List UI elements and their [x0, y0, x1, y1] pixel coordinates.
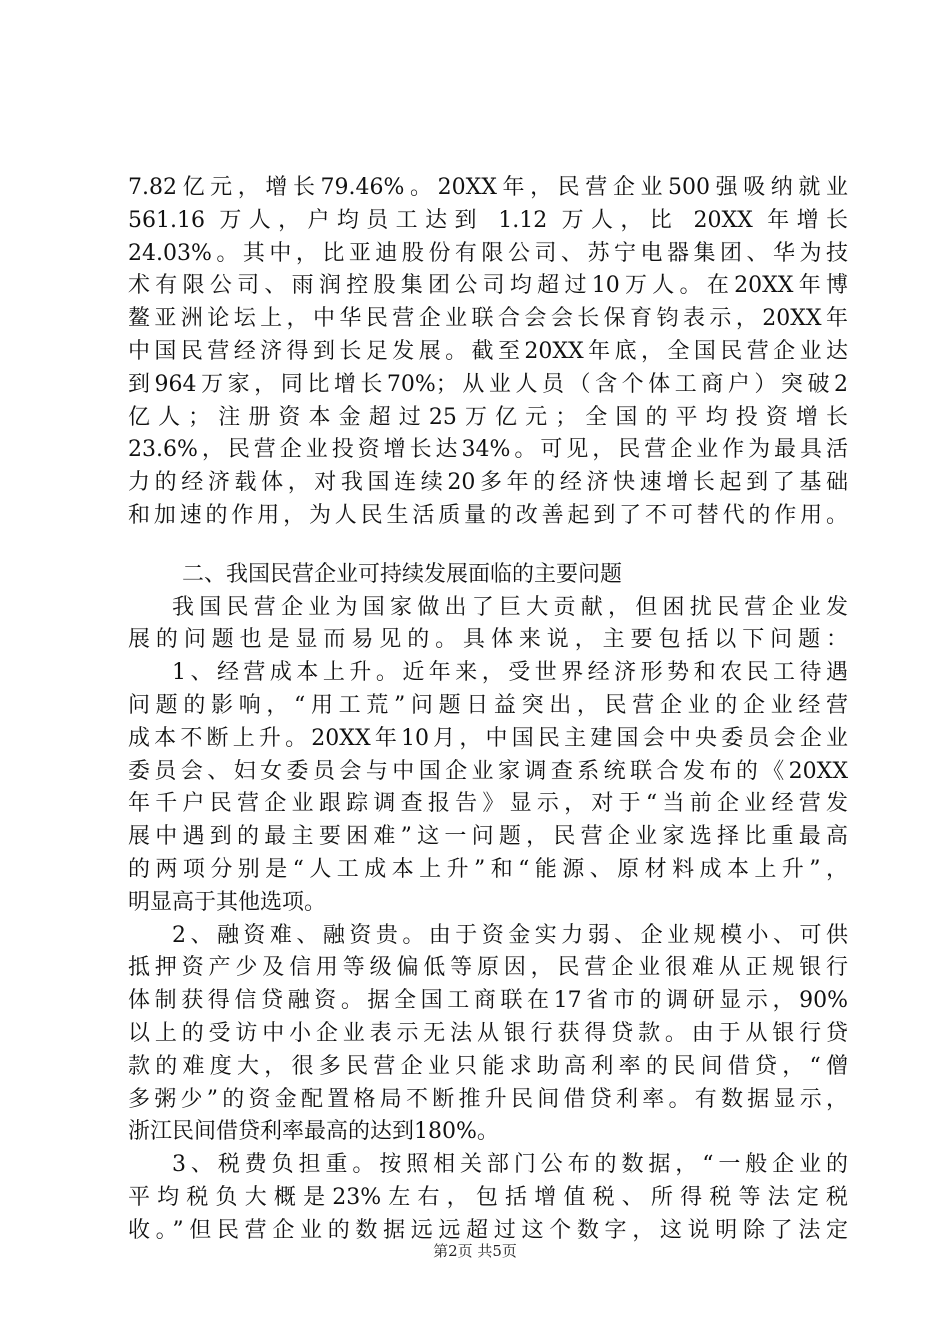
paragraph-line: 年千户民营企业跟踪调查报告》显示，对于“当前企业经营发: [128, 791, 848, 817]
paragraph-line: 展的问题也是显而易见的。具体来说，主要包括以下问题：: [128, 627, 848, 653]
paragraph-line: 2、融资难、融资贵。由于资金实力弱、企业规模小、可供: [172, 922, 848, 948]
paragraph-line: 以上的受访中小企业表示无法从银行获得贷款。由于从银行贷: [128, 1020, 848, 1046]
paragraph-line: 抵押资产少及信用等级偏低等原因，民营企业很难从正规银行: [128, 955, 848, 981]
paragraph-line: 术有限公司、雨润控股集团公司均超过10万人。在20XX年博: [128, 273, 848, 299]
paragraph-line: 24.03%。其中，比亚迪股份有限公司、苏宁电器集团、华为技: [128, 240, 848, 266]
paragraph-line: 和加速的作用，为人民生活质量的改善起到了不可替代的作用。: [128, 502, 848, 528]
paragraph-line: 1、经营成本上升。近年来，受世界经济形势和农民工待遇: [172, 660, 848, 686]
section-heading: 二、我国民营企业可持续发展面临的主要问题: [182, 561, 623, 587]
paragraph-line: 浙江民间借贷利率最高的达到180%。: [128, 1119, 499, 1145]
document-body: [128, 172, 848, 1248]
paragraph-line: 561.16 万人，户均员工达到 1.12 万人，比 20XX 年增长: [128, 207, 848, 233]
paragraph-line: 展中遇到的最主要困难”这一问题，民营企业家选择比重最高: [128, 824, 848, 850]
paragraph-line: 收。”但民营企业的数据远远超过这个数字，这说明除了法定: [128, 1217, 848, 1243]
paragraph-line: 我国民营企业为国家做出了巨大贡献，但困扰民营企业发: [172, 594, 848, 620]
paragraph-line: 中国民营经济得到长足发展。截至20XX年底，全国民营企业达: [128, 338, 848, 364]
paragraph-line: 的两项分别是“人工成本上升”和“能源、原材料成本上升”，: [128, 856, 848, 882]
paragraph-line: 体制获得信贷融资。据全国工商联在17省市的调研显示，90%: [128, 988, 848, 1014]
paragraph-line: 到964万家，同比增长70%；从业人员（含个体工商户）突破2: [128, 371, 848, 397]
paragraph-line: 亿人；注册资本金超过25万亿元；全国的平均投资增长: [128, 404, 848, 430]
paragraph-line: 明显高于其他选项。: [128, 889, 327, 915]
paragraph-gap: [128, 533, 848, 559]
paragraph-line: 成本不断上升。20XX年10月，中国民主建国会中央委员会企业: [128, 725, 848, 751]
paragraph-line: 鳌亚洲论坛上，中华民营企业联合会会长保育钧表示，20XX年: [128, 306, 848, 332]
paragraph-line: 问题的影响，“用工荒”问题日益突出，民营企业的企业经营: [128, 692, 848, 718]
paragraph-line: 3、税费负担重。按照相关部门公布的数据，“一般企业的: [172, 1152, 848, 1178]
page-footer: 第2页 共5页: [433, 1242, 517, 1260]
paragraph-line: 7.82亿元，增长79.46%。20XX年，民营企业500强吸纳就业: [128, 175, 848, 200]
paragraph-line: 多粥少”的资金配置格局不断推升民间借贷利率。有数据显示，: [128, 1086, 848, 1112]
paragraph-line: 23.6%，民营企业投资增长达34%。可见，民营企业作为最具活: [128, 437, 848, 463]
paragraph-line: 委员会、妇女委员会与中国企业家调查系统联合发布的《20XX: [128, 758, 848, 784]
paragraph-line: 平均税负大概是23%左右，包括增值税、所得税等法定税: [128, 1184, 848, 1210]
paragraph-line: 力的经济载体，对我国连续20多年的经济快速增长起到了基础: [128, 470, 848, 496]
paragraph-line: 款的难度大，很多民营企业只能求助高利率的民间借贷，“僧: [128, 1053, 848, 1079]
